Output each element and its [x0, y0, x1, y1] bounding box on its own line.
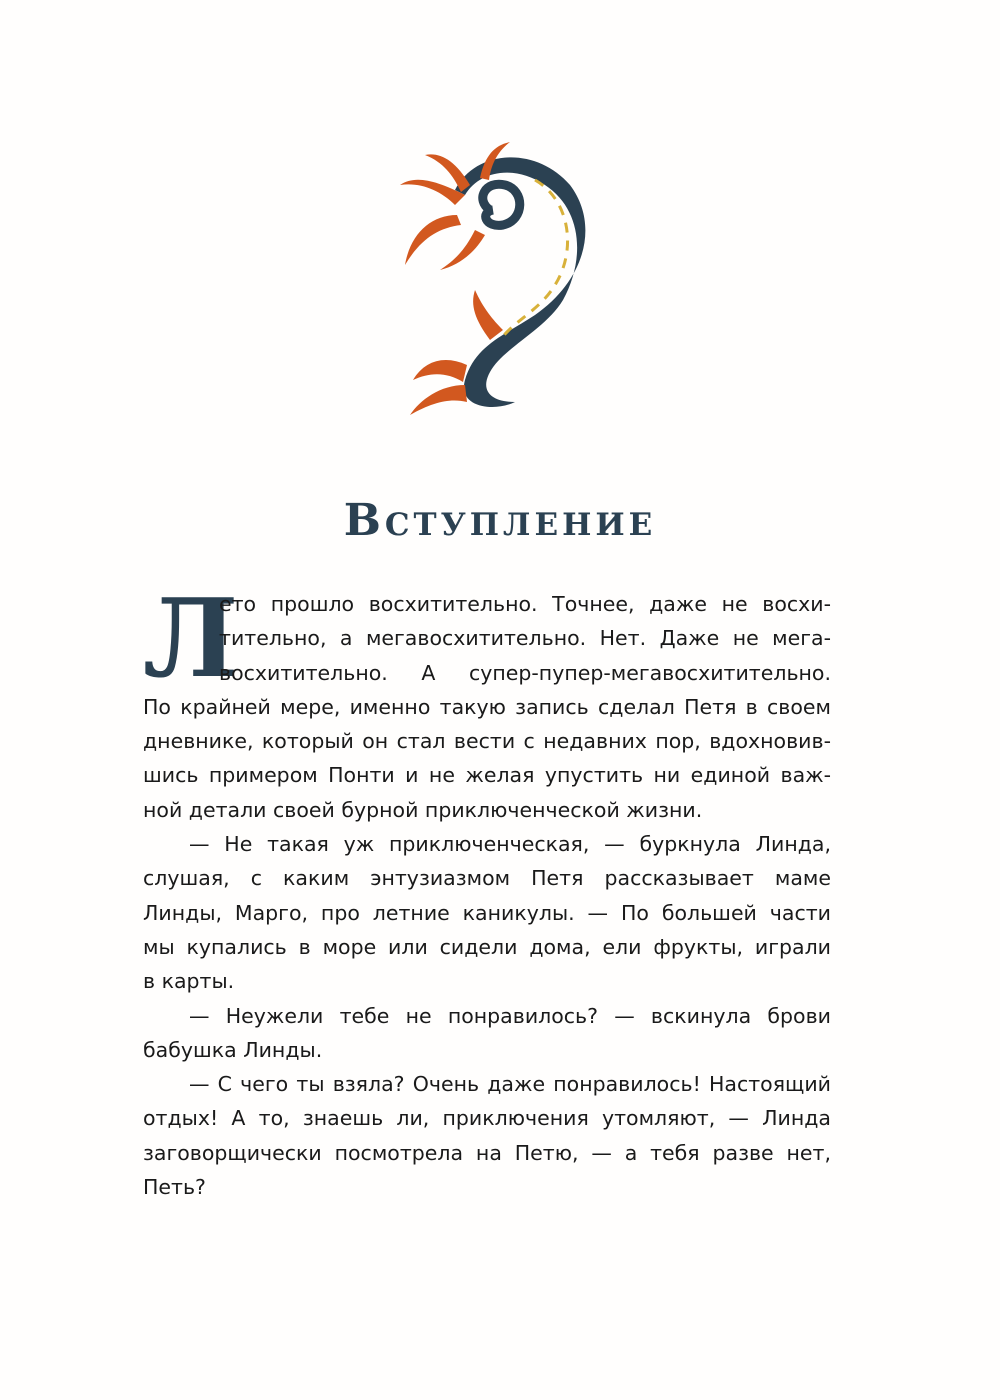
text-line: — Неужели тебе не понравилось? — вскинула брови: [189, 1003, 831, 1028]
text-line: шись примером Понти и не желая упустить ни единой важ-: [143, 763, 831, 788]
paragraph-2: [143, 827, 831, 998]
chapter-title: Вступление: [343, 495, 657, 546]
text-line: По крайней мере, именно такую запись сделал Петя в своем: [143, 694, 831, 719]
text-line: отдых! А то, знаешь ли, приключения утомляют, — Линда: [143, 1106, 831, 1131]
text-line: Линды, Марго, про летние каникулы. — По большей части: [143, 900, 831, 925]
text-line: в карты.: [143, 969, 235, 994]
text-line: бабушка Линды.: [143, 1037, 323, 1062]
text-line: мы купались в море или сидели дома, ели фрукты, играли: [143, 934, 831, 959]
flame-top-5: [440, 230, 485, 270]
body-text: [143, 587, 831, 1204]
flame-top-4: [405, 215, 461, 265]
flame-top-1: [400, 180, 465, 205]
text-line: восхитительно. А супер-пупер-мегавосхитительно.: [219, 660, 831, 685]
text-line: тительно, а мегавосхитительно. Нет. Даже не мега-: [219, 626, 831, 651]
ornamental-question-mark-icon: [395, 140, 595, 415]
flame-bottom-3: [473, 290, 503, 340]
flame-bottom-2: [410, 385, 467, 415]
flame-bottom-1: [413, 360, 467, 382]
text-line: — С чего ты взяла? Очень даже понравилось! Настоящий: [189, 1072, 831, 1097]
text-line: заговорщически посмотрела на Петю, — а тебя разве нет,: [143, 1140, 831, 1165]
drop-cap-letter: Л: [143, 576, 239, 702]
question-mark-spiral: [483, 184, 520, 225]
text-line: — Не такая уж приключенческая, — буркнула Линда,: [189, 832, 831, 857]
text-line: ето прошло восхитительно. Точнее, даже не восхи-: [219, 592, 831, 616]
text-line: слушая, с каким энтузиазмом Петя рассказывает маме: [143, 866, 831, 891]
text-line: ной детали своей бурной приключенческой жизни.: [143, 797, 703, 822]
text-line: Петь?: [143, 1175, 206, 1200]
paragraph-1: [143, 587, 831, 827]
paragraph-3: [143, 999, 831, 1068]
text-line: дневнике, который он стал вести с недавних пор, вдохновив-: [143, 729, 831, 754]
paragraph-4: [143, 1067, 831, 1204]
